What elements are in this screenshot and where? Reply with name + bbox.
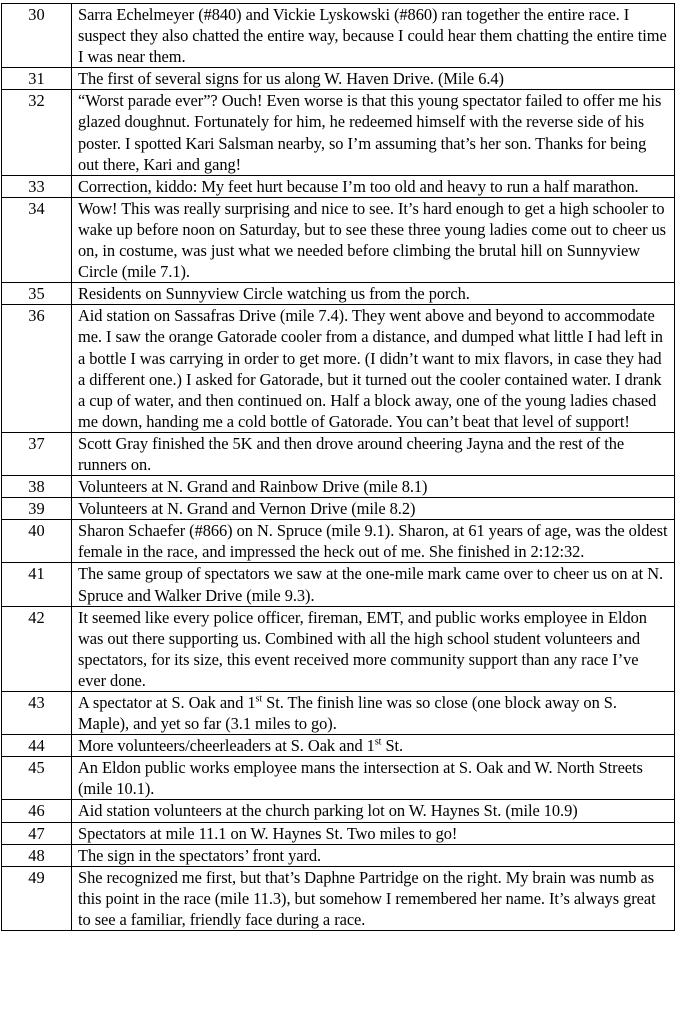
row-number: 37	[2, 432, 72, 475]
row-caption: Sarra Echelmeyer (#840) and Vickie Lyskowski (#860) ran together the entire race. I suspect they also chatted the entire way, because I could hear them chatting the entire time I was near them.	[72, 4, 675, 68]
row-caption: The sign in the spectators’ front yard.	[72, 844, 675, 866]
row-number: 35	[2, 283, 72, 305]
table-row	[2, 432, 675, 475]
row-caption: It seemed like every police officer, fireman, EMT, and public works employee in Eldon was out there supporting us. Combined with all the high school student volunteers and spectators, for its size, this event received more community support than any race I’ve ever done.	[72, 606, 675, 691]
caption-text-end: St.	[381, 736, 404, 756]
row-caption: Volunteers at N. Grand and Vernon Drive (mile 8.2)	[72, 498, 675, 520]
row-number: 41	[2, 563, 72, 606]
row-caption: An Eldon public works employee mans the intersection at S. Oak and W. North Streets (mile 10.1).	[72, 757, 675, 800]
row-caption: Scott Gray finished the 5K and then drove around cheering Jayna and the rest of the runners on.	[72, 432, 675, 475]
row-caption: Residents on Sunnyview Circle watching us from the porch.	[72, 283, 675, 305]
row-number: 30	[2, 4, 72, 68]
row-number: 31	[2, 68, 72, 90]
row-number: 32	[2, 90, 72, 175]
table-row	[2, 90, 675, 175]
table-row	[2, 563, 675, 606]
table-row	[2, 175, 675, 197]
table-row	[2, 844, 675, 866]
row-number: 36	[2, 305, 72, 433]
row-caption: Wow! This was really surprising and nice to see. It’s hard enough to get a high schooler to wake up before noon on Saturday, but to see these three young ladies come out to cheer us on, in costume, was just what we needed before climbing the brutal hill on Sunnyview Circle (mile 7.1).	[72, 197, 675, 282]
table-row	[2, 68, 675, 90]
table-row	[2, 476, 675, 498]
row-number: 40	[2, 520, 72, 563]
row-number: 38	[2, 476, 72, 498]
table-row	[2, 866, 675, 930]
row-caption: Sharon Schaefer (#866) on N. Spruce (mile 9.1). Sharon, at 61 years of age, was the oldest female in the race, and impressed the heck out of me. She finished in 2:12:32.	[72, 520, 675, 563]
table-row	[2, 606, 675, 691]
table-row	[2, 305, 675, 433]
table-row	[2, 822, 675, 844]
row-caption: Spectators at mile 11.1 on W. Haynes St. Two miles to go!	[72, 822, 675, 844]
row-number: 34	[2, 197, 72, 282]
table-row	[2, 520, 675, 563]
row-number: 48	[2, 844, 72, 866]
row-number: 39	[2, 498, 72, 520]
ordinal-suffix: st	[374, 736, 382, 748]
table-row	[2, 283, 675, 305]
row-caption: The same group of spectators we saw at the one-mile mark came over to cheer us on at N. Spruce and Walker Drive (mile 9.3).	[72, 563, 675, 606]
row-caption: Aid station on Sassafras Drive (mile 7.4). They went above and beyond to accommodate me. I saw the orange Gatorade cooler from a distance, and dumped what little I had left in a bottle I was carrying in order to get more. (I didn’t want to mix flavors, in case they had a different one.) I asked for Gatorade, but it turned out the cooler contained water. I drank a cup of water, and then continued on. Half a block away, one of the young ladies chased me down, handing me a cold bottle of Gatorade. You can’t beat that level of support!	[72, 305, 675, 433]
table-row	[2, 4, 675, 68]
row-caption	[72, 735, 675, 757]
row-number: 46	[2, 800, 72, 822]
row-caption: “Worst parade ever”? Ouch! Even worse is that this young spectator failed to offer me his glazed doughnut. Fortunately for him, he redeemed himself with the reverse side of his poster. I spotted Kari Salsman nearby, so I’m assuming that’s her son. Thanks for being out there, Kari and gang!	[72, 90, 675, 175]
photo-captions-table	[1, 3, 675, 931]
caption-text-start: A spectator at S. Oak and 1	[78, 693, 256, 712]
caption-text-start: More volunteers/cheerleaders at S. Oak and 1	[78, 736, 375, 756]
row-number: 43	[2, 692, 72, 735]
row-caption: The first of several signs for us along W. Haven Drive. (Mile 6.4)	[72, 68, 675, 90]
table-row	[2, 498, 675, 520]
row-number: 45	[2, 757, 72, 800]
row-number: 33	[2, 175, 72, 197]
ordinal-suffix: st	[255, 693, 263, 705]
caption-text-end: St. The finish line was so close (one block away on S. Maple), and yet so far (3.1 miles to go).	[78, 693, 617, 734]
row-caption	[72, 692, 675, 735]
row-caption: Volunteers at N. Grand and Rainbow Drive (mile 8.1)	[72, 476, 675, 498]
row-caption: She recognized me first, but that’s Daphne Partridge on the right. My brain was numb as this point in the race (mile 11.3), but somehow I remembered her name. It’s always great to see a familiar, friendly face during a race.	[72, 866, 675, 930]
row-caption: Correction, kiddo: My feet hurt because I’m too old and heavy to run a half marathon.	[72, 175, 675, 197]
table-row	[2, 800, 675, 822]
row-number: 49	[2, 866, 72, 930]
table-row	[2, 735, 675, 757]
row-number: 44	[2, 735, 72, 757]
row-caption: Aid station volunteers at the church parking lot on W. Haynes St. (mile 10.9)	[72, 800, 675, 822]
row-number: 47	[2, 822, 72, 844]
table-row	[2, 692, 675, 735]
table-row	[2, 757, 675, 800]
row-number: 42	[2, 606, 72, 691]
table-row	[2, 197, 675, 282]
